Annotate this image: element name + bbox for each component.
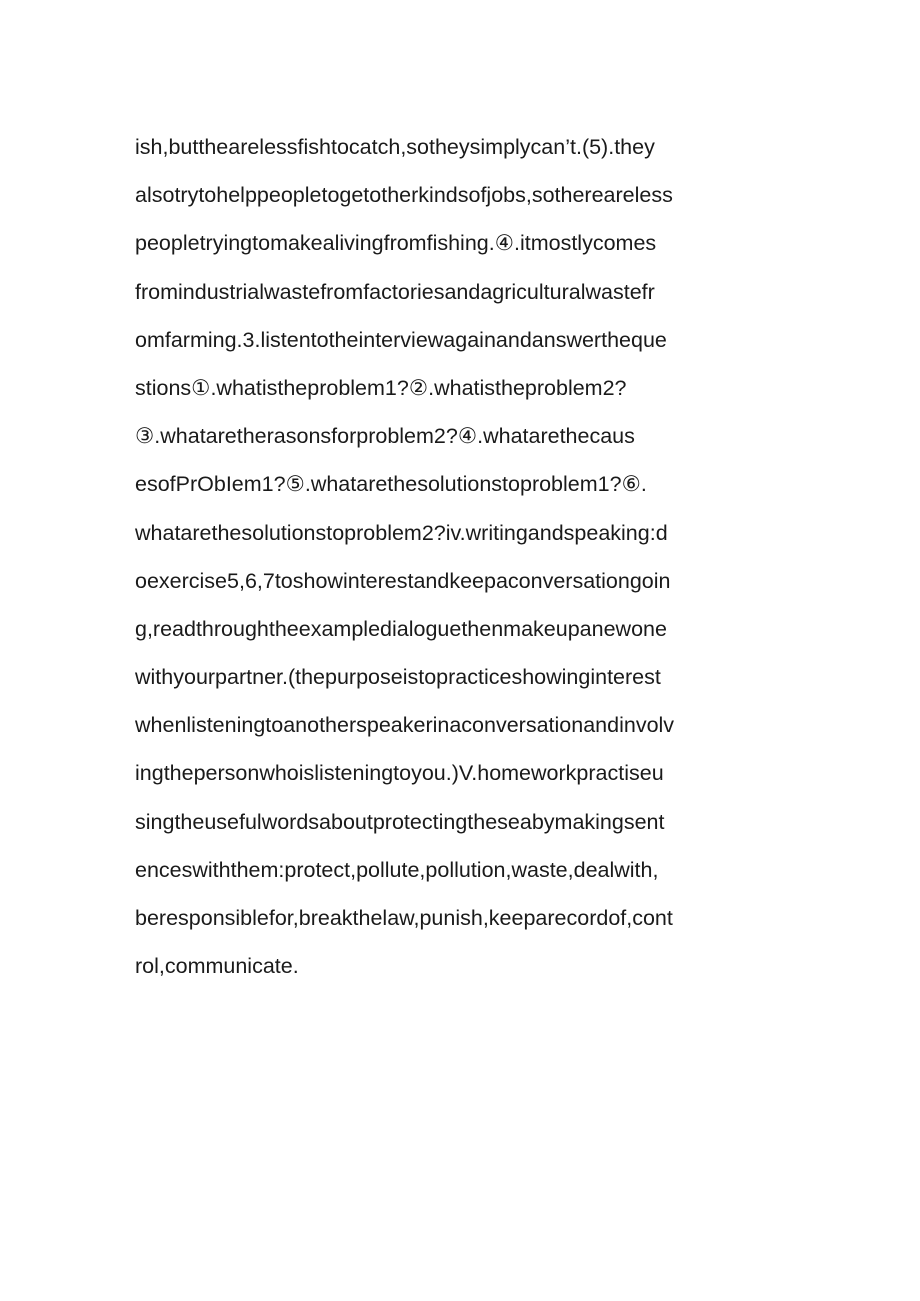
- text-line: withyourpartner.(thepurposeistopracticeshowinginterest: [135, 665, 661, 690]
- text-line: fromindustrialwastefromfactoriesandagriculturalwastefr: [135, 279, 655, 304]
- text-line: ③.whataretherasonsforproblem2?④.whatarethecaus: [135, 424, 635, 449]
- text-line: omfarming.3.listentotheinterviewagainandanswertheque: [135, 327, 667, 352]
- text-line: esofPrObIem1?⑤.whatarethesolutionstoproblem1?⑥.: [135, 472, 647, 497]
- body-text: [135, 127, 795, 994]
- text-line: singtheusefulwordsaboutprotectingtheseabymakingsent: [135, 809, 665, 834]
- text-line: peopletryingtomakealivingfromfishing.④.itmostlycomes: [135, 231, 657, 256]
- text-line: enceswiththem:protect,pollute,pollution,waste,dealwith,: [135, 857, 659, 882]
- text-line: ingthepersonwhoislisteningtoyou.)V.homeworkpractiseu: [135, 761, 664, 786]
- text-line: whatarethesolutionstoproblem2?iv.writingandspeaking:d: [135, 520, 668, 545]
- text-line: whenlisteningtoanotherspeakerinaconversationandinvolv: [135, 713, 675, 738]
- text-line: alsotrytohelppeopletogetotherkindsofjobs,sothereareless: [135, 183, 673, 208]
- text-line: oexercise5,6,7toshowinterestandkeepaconversationgoin: [135, 568, 671, 593]
- text-line: g,readthroughtheexampledialoguethenmakeupanewone: [135, 616, 667, 641]
- text-line: beresponsiblefor,breakthelaw,punish,keeparecordof,cont: [135, 906, 673, 930]
- text-line: stions①.whatistheproblem1?②.whatistheproblem2?: [135, 375, 627, 400]
- text-line: rol,communicate.: [135, 954, 299, 979]
- text-line: ish,butthearelessfishtocatch,sotheysimplycan’t.(5).they: [135, 135, 655, 159]
